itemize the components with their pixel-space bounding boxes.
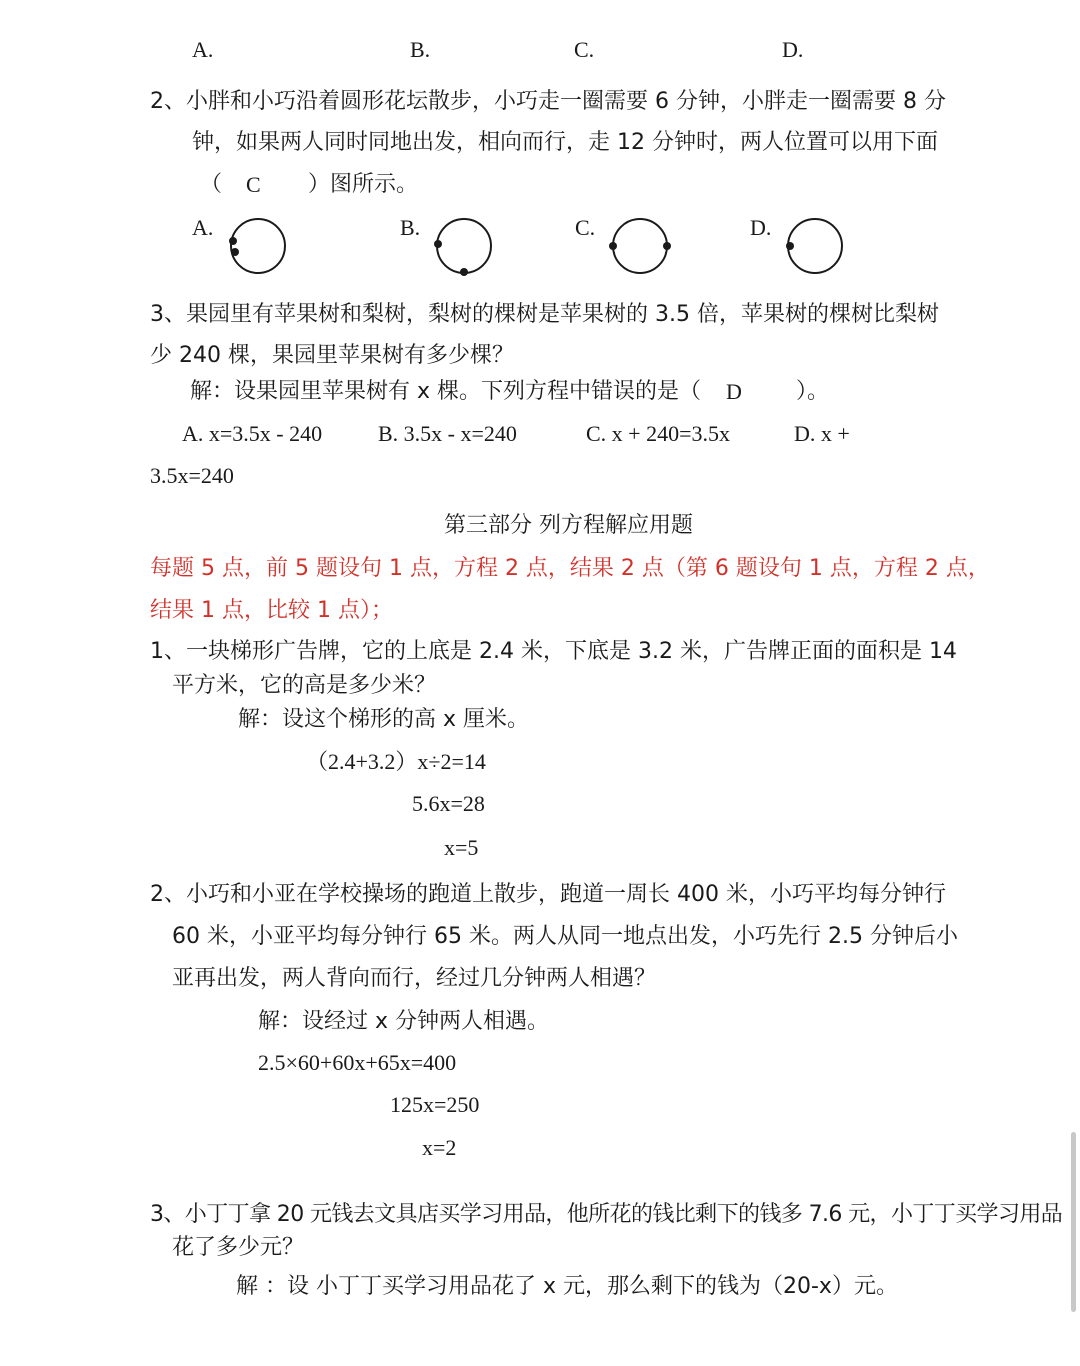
q2-option-a-circle-diagram [222,216,292,278]
p1-equation-3: x=5 [444,835,479,860]
q3-text-line1: 3、果园里有苹果树和梨树，梨树的棵树是苹果树的 3.5 倍，苹果树的棵树比梨树 [150,302,939,327]
q3-solution-end: ）。 [796,379,830,404]
q1-option-d: D. [782,37,804,62]
position-dot [786,242,794,250]
position-dot [663,242,671,250]
q2-option-c-circle-diagram [604,216,674,278]
p1-text-line1: 1、一块梯形广告牌，它的上底是 2.4 米，下底是 3.2 米，广告牌正面的面积是 14 [150,639,957,664]
p2-text-line1: 2、小巧和小亚在学校操场的跑道上散步，跑道一周长 400 米，小巧平均每分钟行 [150,882,946,907]
q2-text-line2: 钟，如果两人同时同地出发，相向而行，走 12 分钟时，两人位置可以用下面 [192,130,938,155]
q3-option-d: D. x + [794,421,850,446]
p2-text-line2: 60 米，小亚平均每分钟行 65 米。两人从同一地点出发，小巧先行 2.5 分钟后小 [172,924,958,949]
q3-text-line2: 少 240 棵，果园里苹果树有多少棵？ [150,343,514,368]
p2-equation-2: 125x=250 [390,1092,480,1117]
q2-option-c-label: C. [575,215,596,240]
p3-text-line1: 3、小丁丁拿 20 元钱去文具店买学习用品，他所花的钱比剩下的钱多 7.6 元，小丁丁买学习用品 [150,1202,1063,1227]
circle-track [231,219,285,273]
part3-title: 第三部分 列方程解应用题 [444,513,693,538]
q2-option-d-circle-diagram [780,216,850,278]
part3-scoring-line1: 每题 5 点，前 5 题设句 1 点，方程 2 点，结果 2 点（第 6 题设句 1 点，方程 2 点， [150,556,990,581]
position-dot [229,237,237,245]
p1-solution: 解：设这个梯形的高 x 厘米。 [238,707,530,732]
position-dot [434,240,442,248]
scrollbar[interactable] [1071,1132,1076,1312]
q1-option-b: B. [410,37,431,62]
part3-scoring-line2: 结果 1 点，比较 1 点）； [150,598,393,623]
q2-option-b-label: B. [400,215,421,240]
q3-option-d-continued: 3.5x=240 [150,463,234,488]
q1-option-c: C. [574,37,595,62]
p2-text-line3: 亚再出发，两人背向而行，经过几分钟两人相遇？ [172,966,657,991]
q3-option-a: A. x=3.5x - 240 [182,421,323,446]
p2-equation-1: 2.5×60+60x+65x=400 [258,1050,457,1075]
q2-answer-open: （ [200,172,223,197]
q3-answer: D [726,379,742,404]
q3-option-c: C. x + 240=3.5x [586,421,730,446]
q2-option-a-label: A. [192,215,214,240]
q3-option-b: B. 3.5x - x=240 [378,421,517,446]
p2-solution: 解：设经过 x 分钟两人相遇。 [258,1009,550,1034]
q1-option-a: A. [192,37,214,62]
circle-track [613,219,667,273]
circle-track [437,219,491,273]
p1-equation-2: 5.6x=28 [412,791,485,816]
p2-equation-3: x=2 [422,1135,457,1160]
position-dot [460,268,468,276]
p3-solution: 解 ：设 小丁丁买学习用品花了 x 元，那么剩下的钱为（20-x）元。 [236,1274,898,1299]
position-dot [231,248,239,256]
q2-option-b-circle-diagram [430,216,500,278]
q2-answer-close: ）图所示。 [308,172,419,197]
q2-answer: C [246,172,261,197]
p1-equation-1: （2.4+3.2）x÷2=14 [306,749,486,774]
q2-option-d-label: D. [750,215,772,240]
p1-text-line2: 平方米，它的高是多少米？ [172,673,437,698]
position-dot [609,242,617,250]
q2-text-line1: 2、小胖和小巧沿着圆形花坛散步，小巧走一圈需要 6 分钟，小胖走一圈需要 8 分 [150,89,946,114]
p3-text-line2: 花了多少元？ [172,1235,305,1260]
circle-track [788,219,842,273]
q3-solution: 解：设果园里苹果树有 x 棵。下列方程中错误的是（ [190,379,702,404]
